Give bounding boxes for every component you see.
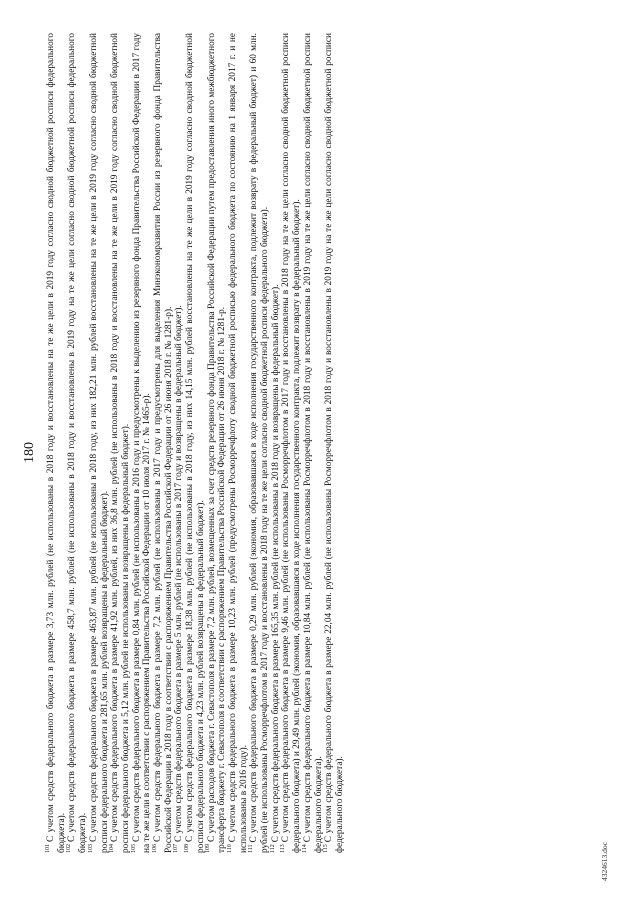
footnote-number: 103	[87, 844, 94, 853]
footnote-text: С учетом расходов бюджета г. Севастополя в размере 7,2 млн. рублей, возмещенных за счет средств резервного фонда Правительства Российской Федерации путем предоставления иного межбюджетного трансферта бюджету г. Севастополя в соответствии с распоряжением Правительства Российской Федерации от 26 июня 2018 г. № 1281-р.	[206, 33, 228, 853]
document-id: 4324613.doc	[600, 842, 609, 881]
footnote	[303, 33, 324, 853]
footnote-number: 102	[66, 844, 73, 853]
footnote-number: 104	[109, 844, 116, 853]
footnote-number: 114	[301, 844, 308, 853]
footnote	[89, 33, 110, 853]
footnote-number: 112	[269, 844, 276, 853]
footnote-text: С учетом средств федерального бюджета в размере 22,04 млн. рублей (не использованы Росморречфлотом в 2018 году и восстановлены в 2019 году на те же цели согласно сводной бюджетной росписи федерального бюджета).	[324, 33, 345, 853]
footnote-number: 108	[184, 844, 191, 853]
footnote	[132, 33, 153, 853]
footnote-text: С учетом средств федерального бюджета в размере 5 млн. рублей (не использованы в 2017 году и возвращены в федеральный бюджет).	[174, 305, 185, 842]
footnote-number: 113	[280, 844, 287, 853]
footnote-text: С учетом средств федерального бюджета в размере 3,73 млн. рублей (не использованы в 2018 году и восстановлены на те же цели в 2019 году согласно сводной бюджетной росписи федерального бюджета).	[46, 33, 67, 853]
footnote-text: С учетом средств федерального бюджета в размере 10,84 млн. рублей (не использованы Росморречфлотом в 2018 году и восстановлены в 2019 году на те же цели согласно сводной бюджетной росписи федерального бюджета).	[302, 33, 324, 853]
footnote	[228, 33, 249, 853]
footnote-number: 101	[44, 844, 51, 853]
footnote-text: С учетом средств федерального бюджета в размере 458,7 млн. рублей (не использованы в 2018 году и восстановлены в 2019 году на те же цели согласно сводной бюджетной росписи федерального бюджета).	[67, 33, 89, 853]
footnote	[185, 33, 206, 853]
footnote-text: С учетом средств федерального бюджета в размере 463,87 млн. рублей (не использованы в 2018 году, из них 182,21 млн. рублей восстановлены на те же цели в 2019 году согласно сводной бюджетной росписи федерального бюджета и 281,65 млн. рублей возвращены в федеральный бюджет).	[88, 33, 110, 853]
footnote-text: С учетом средств федерального бюджета в размере 0,29 млн. рублей (экономия, образовавшаяся в ходе исполнения государственного контракта, подлежит возврату в федеральный бюджет) и 60 млн. рублей (не использованы Росморречфлотом в 2017 году и восстановлены в 2018 году на те же цели согласно сводной бюджетной росписи федерального бюджета).	[249, 33, 271, 853]
footnote-text: С учетом средств федерального бюджета в размере 41,92 млн. рублей, из них 36,8 млн. рублей (не использованы в 2018 году и восстановлены на те же цели в 2019 году согласно сводной бюджетной росписи федерального бюджета и 5,12 млн. рублей не использованы и возвращены в федеральный бюджет).	[110, 33, 131, 853]
footnote	[153, 33, 174, 853]
footnote	[207, 33, 228, 853]
footnote-text: С учетом средств федерального бюджета в размере 10,23 млн. рублей (предусмотрены Росморречфлоту сводной бюджетной росписью федерального бюджета по состоянию на 1 января 2017 г. и не использованы в 2016 году).	[227, 33, 249, 853]
footnotes	[46, 33, 586, 853]
footnote	[271, 33, 282, 853]
footnote-number: 107	[173, 844, 180, 853]
footnote-number: 111	[248, 844, 255, 853]
footnote-number: 106	[151, 844, 158, 853]
footnote-number: 115	[323, 844, 330, 853]
footnote-text: С учетом средств федерального бюджета в размере 0,84 млн. рублей (не использованы в 2016 году и предусмотрены к выделению из резервного фонда Правительства Российской Федерации в 2017 году на те же цели в соответствии с распоряжением Правительства Российской Федерации от 10 июля 2017 г. № 1465-р).	[131, 33, 153, 853]
footnote-text: С учетом средств федерального бюджета в размере 165,35 млн. рублей (не использованы в 2018 году и возвращены в федеральный бюджет).	[270, 284, 281, 843]
footnote-number: 109	[205, 844, 212, 853]
footnote-text: С учетом средств федерального бюджета в размере 18,38 млн. рублей (не использованы в 2018 году, из них 14,15 млн. рублей восстановлены на те же цели в 2019 году согласно сводной бюджетной росписи федерального бюджета и 4,23 млн. рублей возвращены в федеральный бюджет).	[185, 33, 206, 853]
footnote	[324, 33, 345, 853]
footnote-number: 105	[130, 844, 137, 853]
footnote	[46, 33, 67, 853]
footnote-text: С учетом средств федерального бюджета в размере 7,2 млн. рублей (не использованы в 2017 году и предусмотрены для выделения Минэкономразвития России из резервного фонда Правительства Российской Федерации в 2018 году в соответствии с распоряжением Правительства Российской Федерации от 26 июня 2018 г. № 1281-р).	[153, 33, 174, 853]
footnote	[249, 33, 270, 853]
footnote-number: 110	[226, 844, 233, 853]
footnote	[281, 33, 302, 853]
footnote-text: С учетом средств федерального бюджета в размере 9,46 млн. рублей (не использованы Росморречфлотом в 2017 году и восстановлены в 2018 году на те же цели согласно сводной бюджетной росписи федерального бюджета) и 29,49 млн. рублей (экономия, образовавшаяся в ходе исполнения государственного контракта, подлежит возврату в федеральный бюджет).	[281, 33, 303, 853]
footnote	[67, 33, 88, 853]
footnote	[110, 33, 131, 853]
footnote	[174, 33, 185, 853]
page-number: 180	[22, 442, 37, 463]
